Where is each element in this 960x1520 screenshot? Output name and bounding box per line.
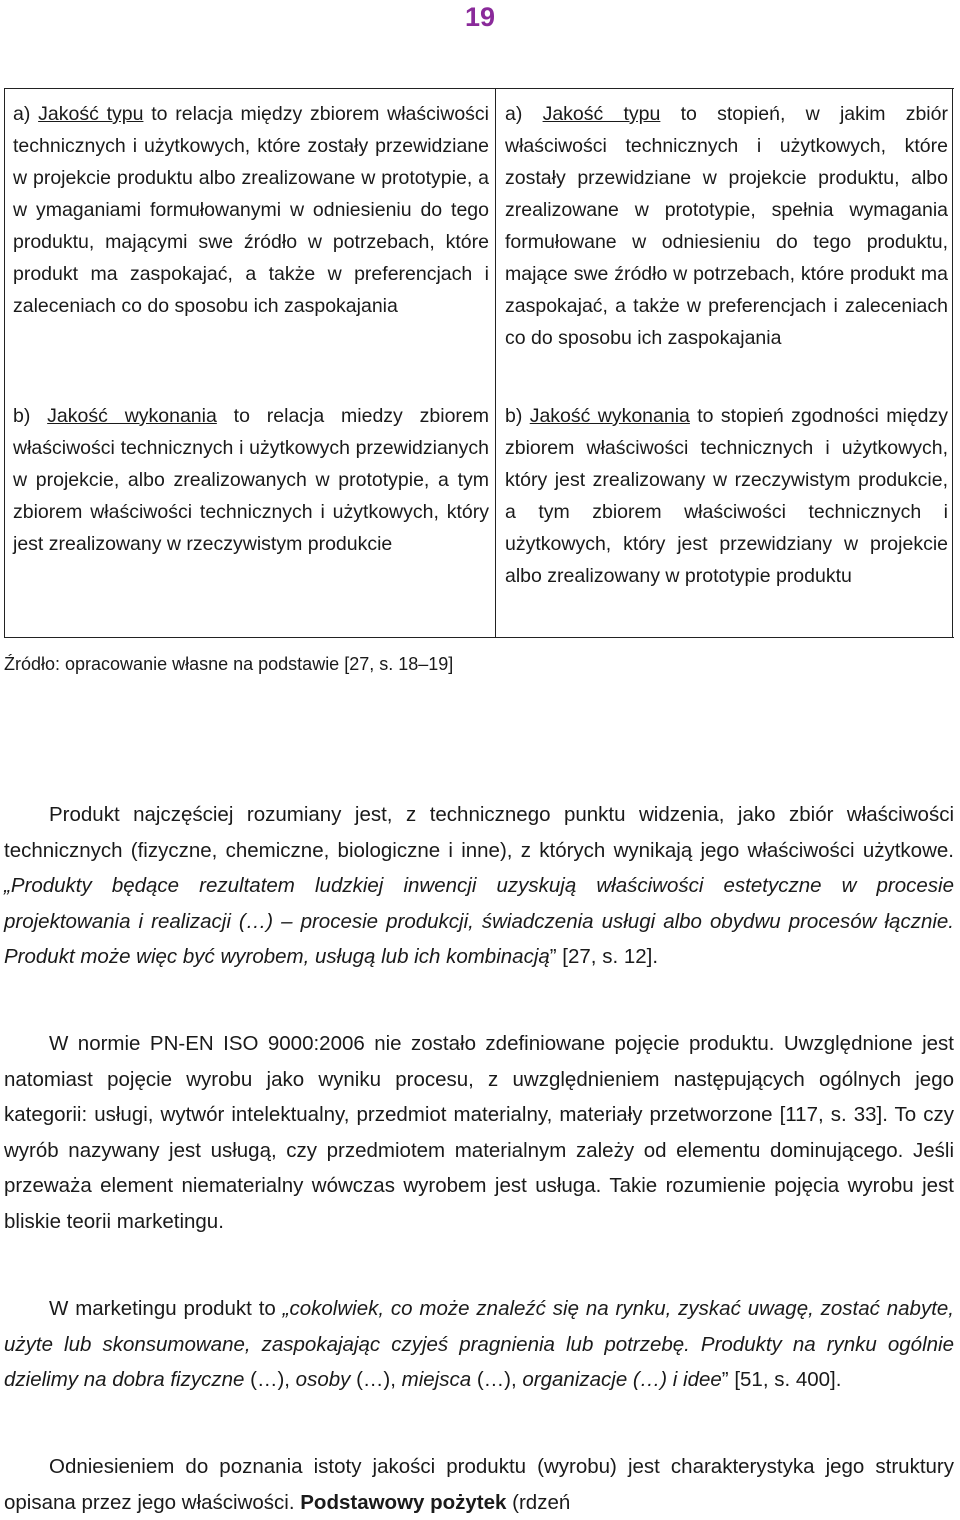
paragraph <box>4 1291 954 1398</box>
definition-text: to stopień zgodności między zbiorem właściwości technicznych i użytkowych, który jest zrealizowany w rzeczywistym produkcie, a tym zbiorem właściwości technicznych i użytkowych, który jest przewidziany w projekcie albo zrealizowany w prototypie produktu <box>505 405 949 587</box>
paragraph-text: W marketingu produkt to <box>49 1297 283 1320</box>
quote-text: organizacje (…) i idee <box>522 1368 722 1391</box>
table-source-note: Źródło: opracowanie własne na podstawie [27, s. 18–19] <box>4 654 454 674</box>
quote-text: „Produkty będące rezultatem ludzkiej inwencji uzyskują właściwości estetyczne w procesie projektowania i realizacji (…) – procesie produkcji, świadczenia usługi albo obydwu procesów łącznie. Produkt może więc być wyrobem, usługą lub ich kombinacją <box>4 874 954 968</box>
quote-text: „cokolwiek, co może znaleźć się na rynku, zyskać uwagę, zostać nabyte, użyte lub skonsumowane, zaspokajając czyjeś pragnienia lub potrzebę. Produkty na rynku ogólnie dzielimy na dobra fizyczne <box>4 1297 955 1391</box>
definition-text: to relacja między zbiorem właściwości technicznych i użytkowych, które zostały przewidziane w projekcie produktu albo zrealizowane w prototypie, a w ymaganiami formułowanymi w odniesieniu do tego produktu, mającymi swe źródło w potrzebach, które produkt ma zaspokajać, a także w preferencjach i zaleceniach co do sposobu ich zaspokajania <box>13 103 489 317</box>
left-definition-b <box>13 400 489 560</box>
table-column-left <box>4 89 496 637</box>
table-column-right <box>495 89 953 637</box>
citation: ” [51, s. 400]. <box>721 1368 842 1391</box>
definition-prefix: a) <box>13 103 39 125</box>
right-definition-b <box>505 400 948 592</box>
paragraph-text: Produkt najczęściej rozumiany jest, z technicznego punktu widzenia, jako zbiór właściwości technicznych (fizyczne, chemiczne, biologiczne i inne), z których wynikają jego właściwości użytkowe. <box>4 803 954 862</box>
definition-text: to relacja miedzy zbiorem właściwości technicznych i użytkowych przewidzianych w projekcie, albo zrealizowanych w prototypie, a tym zbiorem właściwości technicznych i użytkowych, który jest zrealizowany w rzeczywistym produkcie <box>13 405 489 555</box>
bold-term: Podstawowy pożytek <box>300 1490 507 1514</box>
page-number: 19 <box>464 2 496 32</box>
paragraph-text: W normie PN-EN ISO 9000:2006 nie zostało zdefiniowane pojęcie produktu. Uwzględnione jest natomiast pojęcie wyrobu jako wyniku procesu, z uwzględnieniem następujących ogólnych jego kategorii: usługi, wytwór intelektualny, przedmiot materialny, materiały przetworzone [117, s. 33]. To czy wyrób nazywany jest usługą, czy przedmiotem materialnym zależy od elementu dominującego. Jeśli przeważa element niematerialny wówczas wyrobem jest usługa. Takie rozumienie pojęcia wyrobu jest bliskie teorii marketingu. <box>4 1032 954 1233</box>
definition-text: to stopień, w jakim zbiór właściwości technicznych i użytkowych, które zostały przewidziane w projekcie produktu, albo zrealizowane w prototypie, spełnia wymagania formułowane w odniesieniu do tego produktu, mające swe źródło w potrzebach, które produkt ma zaspokajać, a także w preferencjach i zaleceniach co do sposobu ich zaspokajania <box>505 103 948 349</box>
definition-prefix: a) <box>505 103 543 125</box>
definition-prefix: b) <box>13 405 48 427</box>
definition-term: Jakość wykonania <box>529 405 690 427</box>
definition-term: Jakość typu <box>542 103 661 125</box>
paragraph-text: (…), <box>471 1368 523 1391</box>
definitions-table <box>4 88 954 638</box>
paragraph <box>4 1026 954 1239</box>
paragraph-text: (rdzeń <box>506 1490 571 1514</box>
paragraph <box>4 1449 954 1520</box>
left-definition-a <box>13 98 489 322</box>
definition-term: Jakość typu <box>38 103 144 125</box>
quote-text: miejsca <box>401 1368 472 1391</box>
paragraph-text: Odniesieniem do poznania istoty jakości produktu (wyrobu) jest charakterystyka jego struktury opisana przez jego właściwości. <box>4 1455 954 1514</box>
definition-prefix: b) <box>505 405 530 427</box>
paragraph-text: (…), <box>350 1368 402 1391</box>
right-definition-a <box>505 98 948 354</box>
paragraph <box>4 797 954 975</box>
definition-term: Jakość wykonania <box>47 405 217 427</box>
quote-text: osoby <box>295 1368 351 1391</box>
citation: ” [27, s. 12]. <box>549 945 659 968</box>
paragraph-text: (…), <box>244 1368 296 1391</box>
